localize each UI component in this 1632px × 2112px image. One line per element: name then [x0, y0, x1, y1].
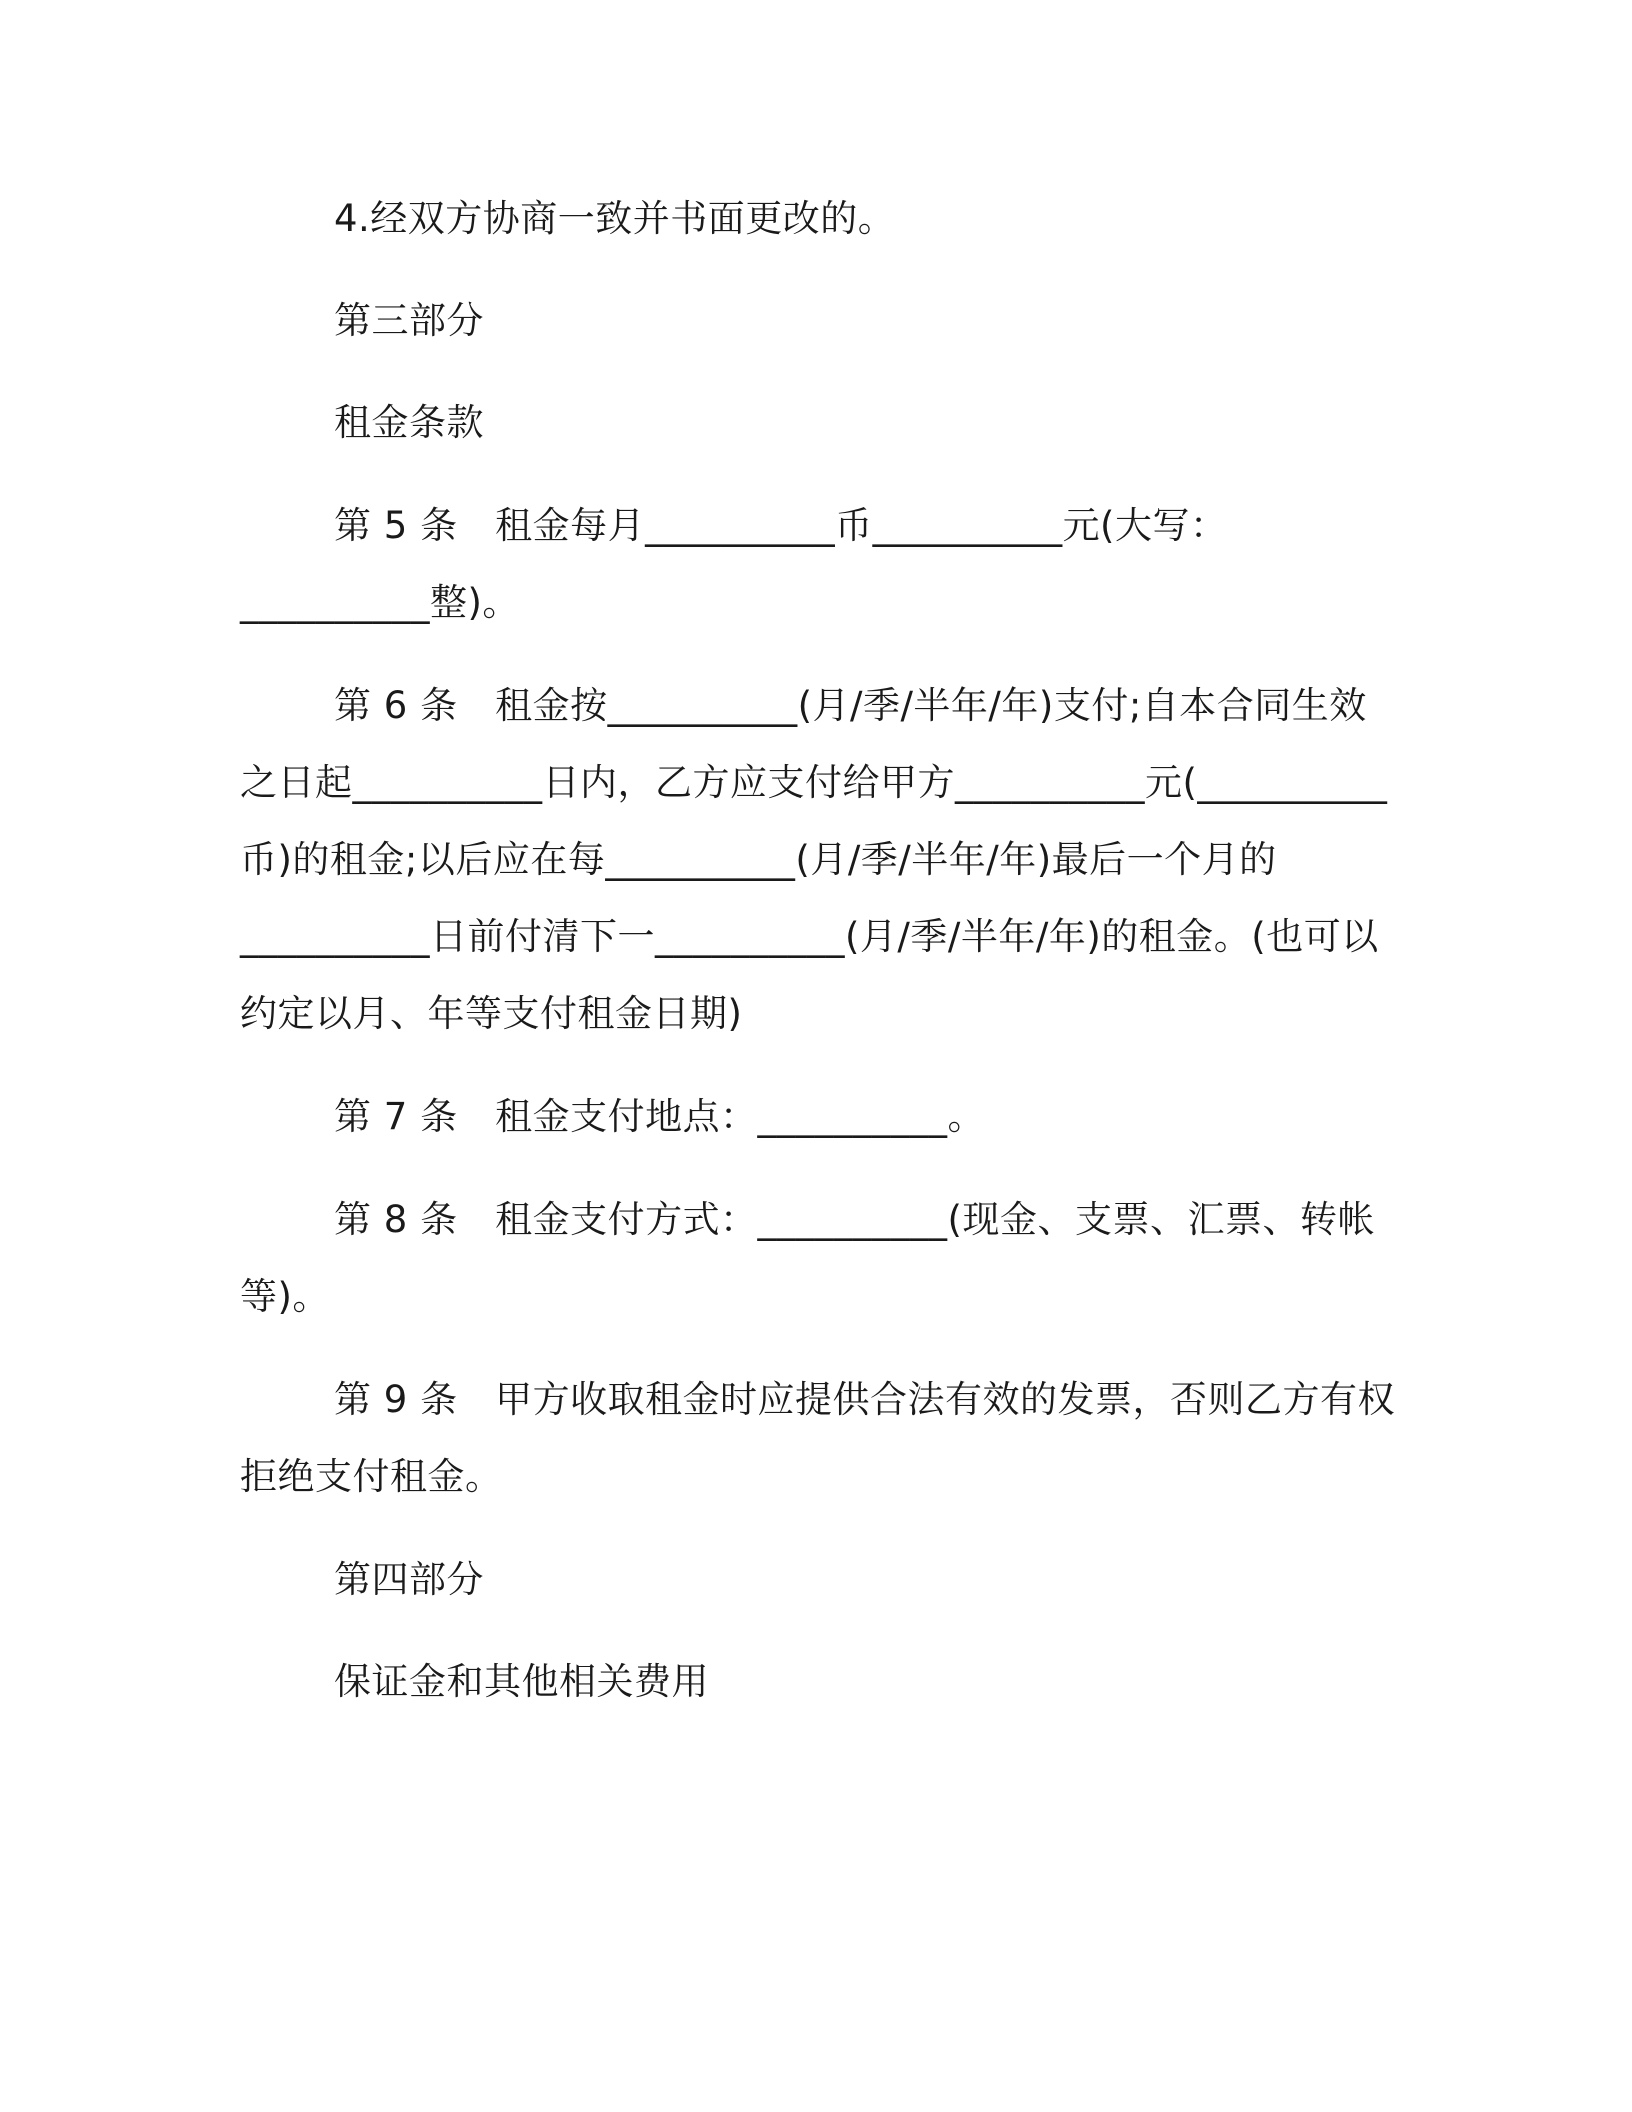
article-9-line-1: 第 9 条 甲方收取租金时应提供合法有效的发票，否则乙方有权 — [334, 1378, 1396, 1421]
article-6 — [240, 667, 1390, 1052]
article-5-line-1: 第 5 条 租金每月__________币__________元(大写： — [334, 504, 1228, 547]
article-6-line-4: __________日前付清下一__________(月/季/半年/年)的租金。(也可以 — [240, 915, 1379, 958]
article-6-line-1: 第 6 条 租金按__________(月/季/半年/年)支付;自本合同生效 — [334, 684, 1367, 727]
section-heading-part-4: 第四部分 — [334, 1558, 484, 1601]
article-5-line-2: __________整)。 — [240, 581, 520, 624]
article-7: 第 7 条 租金支付地点：__________。 — [334, 1095, 986, 1138]
article-5 — [240, 487, 1390, 641]
article-8 — [240, 1181, 1390, 1335]
article-6-line-2: 之日起__________日内，乙方应支付给甲方__________元(__________ — [240, 761, 1388, 804]
paragraph-clause-4: 4.经双方协商一致并书面更改的。 — [334, 197, 896, 240]
article-8-line-2: 等)。 — [240, 1275, 330, 1318]
article-6-line-5: 约定以月、年等支付租金日期) — [240, 992, 743, 1035]
section-title-deposit-fees: 保证金和其他相关费用 — [334, 1660, 709, 1703]
article-9 — [240, 1361, 1396, 1515]
article-9-line-2: 拒绝支付租金。 — [240, 1455, 503, 1498]
article-6-line-3: 币)的租金;以后应在每__________(月/季/半年/年)最后一个月的 — [240, 838, 1277, 881]
section-title-rent-terms: 租金条款 — [334, 401, 484, 444]
section-heading-part-3: 第三部分 — [334, 299, 484, 342]
article-8-line-1: 第 8 条 租金支付方式：__________(现金、支票、汇票、转帐 — [334, 1198, 1375, 1241]
